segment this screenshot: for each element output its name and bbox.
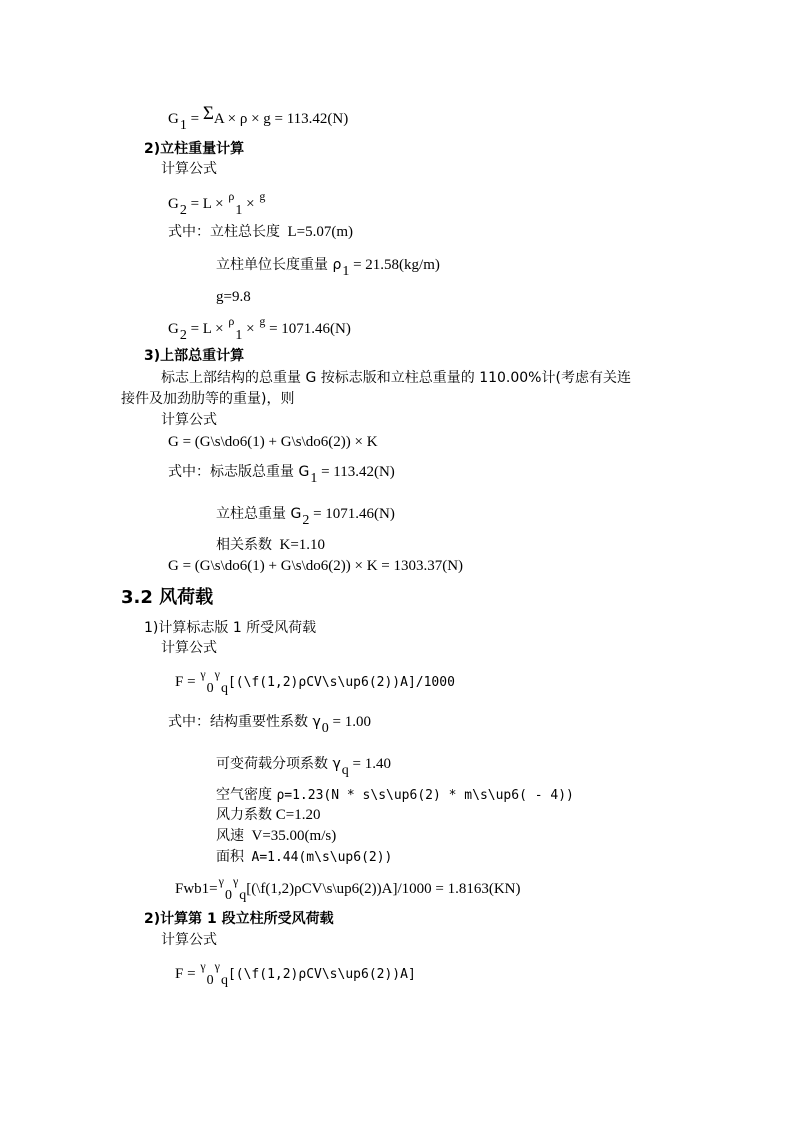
gamma-q-subscript: q [341,763,349,778]
area-line [216,848,392,867]
g2r-mid2: × [242,321,259,337]
where-line-1 [168,223,353,241]
g2-mid1: = L × [186,196,228,212]
g1-expression: A × ρ × g = 113.42(N) [213,111,349,127]
area-label: 面积 [216,849,244,865]
f-symbol: F = [175,674,200,690]
g2-formula [168,189,266,218]
subheading-1: 1)计算标志版 1 所受风荷载 [144,620,317,636]
where-line-2 [168,463,395,486]
heading-column-weight: 2)立柱重量计算 [144,141,245,157]
wind-speed-value: V=35.00(m/s) [251,828,337,844]
importance-label: 结构重要性系数 γ [210,714,321,730]
formula-label-1: 计算公式 [161,161,217,177]
heading-upper-total: 3)上部总重计算 [144,348,245,364]
g2-symbol: G [168,196,179,212]
formula-label-2: 计算公式 [161,412,217,428]
column-length-label: 立柱总长度 [210,224,280,240]
f-formula-2 [175,959,416,988]
g2r-g: g [259,314,266,328]
column-total-line [216,505,395,528]
importance-value: = 1.00 [328,714,371,730]
wind-speed-line [216,827,336,845]
column-length-value: L=5.07(m) [287,224,354,240]
column-total-label: 立柱总重量 G [216,506,302,522]
g1-formula [168,103,349,133]
where-line-3 [168,713,371,736]
fwb1-formula [175,874,521,903]
wind-coefficient-label: 风力系数 [216,807,272,823]
f2-expression: [(\f(1,2)ρCV\s\up6(2))A] [227,967,416,982]
g2r-mid1: = L × [186,321,228,337]
where-label-3: 式中： [168,714,210,730]
g2-mid2: × [242,196,259,212]
where-label: 式中： [168,224,210,240]
g2r-rho: ρ [228,314,235,328]
g2r-value: = 1071.46(N) [265,321,351,337]
fwb1-gamma0: γ [218,874,224,888]
fwb1-gammaq: γ [232,874,239,888]
k-coefficient-line [216,536,325,554]
gamma0-subscript: 0 [206,681,214,696]
gammaq-symbol: γ [214,667,220,681]
g-value: g=9.8 [216,289,251,305]
g-formula: G = (G\s\do6(1) + G\s\do6(2)) × K [168,434,378,450]
g2-result [168,314,351,343]
wind-coefficient-value: C=1.20 [275,807,321,823]
g2-subscript: 2 [179,203,187,218]
rho1-line [216,256,440,279]
gammaq-subscript: q [220,681,228,696]
wind-coefficient-line [216,806,320,824]
importance-subscript: 0 [321,721,329,736]
g2r-symbol: G [168,321,179,337]
rho-symbol: ρ [228,189,235,203]
description-line-2: 接件及加劲肋等的重量)，则 [121,391,295,407]
description-line-1: 标志上部结构的总重量 G 按标志版和立柱总重量的 110.00%计(考虑有关连 [161,370,631,386]
g1-subscript: 1 [179,118,187,133]
g2r-rho-subscript: 1 [235,328,243,343]
formula-label-3: 计算公式 [161,640,217,656]
rho1-value: = 21.58(kg/m) [349,257,440,273]
fwb1-expression: [(\f(1,2)ρCV\s\up6(2))A]/1000 = 1.8163(KN) [246,881,521,897]
g-result: G = (G\s\do6(1) + G\s\do6(2)) × K = 1303.37(N) [168,558,464,574]
g-symbol: g [259,189,266,203]
k-coefficient-value: K=1.10 [279,537,326,553]
rho1-subscript: 1 [342,264,350,279]
gamma0-symbol: γ [200,667,206,681]
column-total-subscript: 2 [302,513,310,528]
where-label-2: 式中： [168,464,210,480]
formula-label-4: 计算公式 [161,932,217,948]
air-density-line [216,786,574,805]
subheading-2: 2)计算第 1 段立柱所受风荷载 [144,911,334,927]
section-title: 3.2 风荷载 [121,587,214,608]
fwb1-symbol: Fwb1= [175,881,218,897]
sign-weight-label: 标志版总重量 G [210,464,310,480]
g1-equals: = [186,111,203,127]
wind-speed-label: 风速 [216,828,244,844]
air-density-label: 空气密度 [216,787,277,803]
f2-gammaq-subscript: q [220,973,228,988]
area-value: A=1.44(m\s\up6(2)) [251,850,393,865]
column-total-value: = 1071.46(N) [309,506,395,522]
f2-gamma0-subscript: 0 [206,973,214,988]
sigma-symbol: Σ [202,103,214,124]
g2r-subscript: 2 [179,328,187,343]
fwb1-gammaq-subscript: q [239,888,247,903]
air-density-value: ρ=1.23(N * s\s\up6(2) * m\s\up6( - 4)) [276,788,574,803]
gamma-q-label: 可变荷载分项系数 γ [216,756,341,772]
g1-symbol: G [168,111,179,127]
sign-weight-value: = 113.42(N) [317,464,395,480]
k-coefficient-label: 相关系数 [216,537,272,553]
rho-subscript: 1 [235,203,243,218]
f-formula [175,667,455,696]
sign-weight-subscript: 1 [310,471,318,486]
f-expression: [(\f(1,2)ρCV\s\up6(2))A]/1000 [227,675,455,690]
f2-symbol: F = [175,966,200,982]
gamma-q-line [216,755,391,778]
f2-gamma0: γ [200,959,206,973]
gamma-q-value: = 1.40 [348,756,391,772]
f2-gammaq: γ [214,959,220,973]
rho1-label: 立柱单位长度重量 ρ [216,257,342,273]
fwb1-gamma0-subscript: 0 [224,888,232,903]
